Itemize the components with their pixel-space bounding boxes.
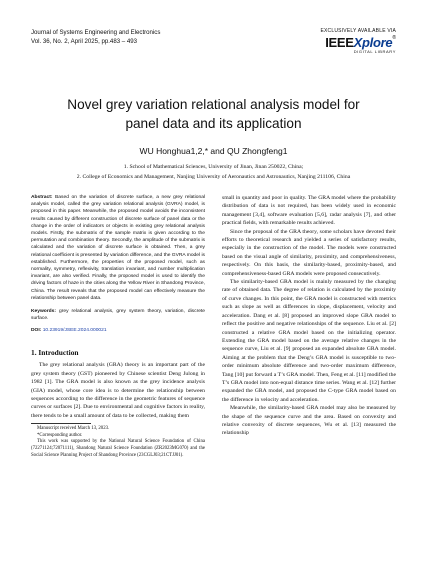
doi-link[interactable]: 10.23919/JSEE.2024.000021 bbox=[42, 328, 107, 334]
section-introduction-heading: 1. Introduction bbox=[31, 348, 79, 358]
doi bbox=[31, 328, 205, 333]
abstract-label: Abstract: bbox=[31, 195, 53, 200]
footnote-funding: This work was supported by the National Natural Science Foundation of China (72271124;72071111), Shandong Natural Science Foundation (ZR2023MG070) and the Social Science Planning Project of Shandong Province (23CGLJ03;21CTJJ01). bbox=[31, 439, 205, 458]
intro-paragraph-1: The grey relational analysis (GRA) theory is an important part of the grey system theory (GST) pioneered by Chinese scientist Deng Julong in 1982 [1]. The GRA model is also known as the grey incidence analysis (GIA) model, whose core idea is to determine the relationship between sequences according to the difference in the geometric features of sequence curves or surfaces [2]. Due to environmental and cognitive factors in reality, there tends to be a small amount of data to be collected, making them bbox=[31, 362, 205, 419]
abstract-text: Based on the variation of discrete surface, a new grey relational analysis model, called the grey variation relational analysis (GVRA) model, is proposed in this paper. Meanwhile, the proposed model avoids the inconsistent results caused by different construction of discrete surface of panel data or the change in the order of indicators or objects in existing grey relational analysis models. Firstly, the submatrix of the sample matrix is given according to the permutation and combination theory. Secondly, the amplitude of the submatrix is calculated and the variation of discrete surface is obtained. Then, a grey relational coefficient is presented by variation difference, and the GVRA model is established. Furthermore, the properties of the proposed model, such as normality, symmetry, reflexivity, translation invariant, and number multiplication invariant, are also verified. Finally, the proposed model is used to identify the driving factors of haze in the cities along the Yellow River in Shandong Province, China. The result reveals that the proposed model can effectively measure the relationship between panel data. bbox=[31, 195, 205, 301]
affiliations bbox=[0, 163, 427, 182]
logo-registered: ® bbox=[392, 35, 396, 41]
journal-name: Journal of Systems Engineering and Electronics bbox=[31, 29, 161, 36]
logo-xplore: Xplore bbox=[353, 35, 393, 50]
title-line-2: panel data and its application bbox=[125, 116, 302, 131]
footnotes bbox=[31, 426, 205, 459]
right-column bbox=[222, 194, 396, 438]
logo-ieee: IEEE bbox=[325, 35, 354, 50]
keywords-text: grey relational analysis, grey system theory, variation, discrete surface. bbox=[31, 309, 206, 322]
exclusive-label: EXCLUSIVELY AVAILABLE VIA bbox=[320, 28, 396, 34]
abstract bbox=[31, 194, 205, 302]
title-line-1: Novel grey variation relational analysis model for bbox=[67, 97, 360, 112]
footnote-corresponding: *Corresponding author. bbox=[37, 432, 83, 438]
authors: WU Honghua1,2,* and QU Zhongfeng1 bbox=[139, 146, 288, 156]
ieee-xplore-logo[interactable] bbox=[320, 35, 396, 50]
right-paragraph-2: Since the proposal of the GRA theory, some scholars have devoted their efforts to theoretical research and yielded a series of satisfactory results, especially in the construction of the model. The models were constructed based on the visual angle of similarity, proximity, and comprehensiveness, respectively. On this basis, the similarity-based, proximity-based, and comprehensiveness-based GRA models were proposed consecutively. bbox=[222, 228, 396, 277]
right-paragraph-3: The similarity-based GRA model is mainly measured by the changing rate of obtained data. The degree of relation is calculated by the proximity of curve changes. In this point, the GRA model is constructed with metrics such as slope as well as differences in slope, displacement, velocity and acceleration. Dang et al. [8] proposed an improved slope GRA model to reflect the positive and negative relationships of the sequence. Liu et al. [2] constructed a relative GRA model based on the initializing operator. Extending the GRA model based on the average relative changes in the sequence curve, Liu et al. [9] proposed an expanded absolute GRA model. Aiming at the problem that the Deng’s GRA model is susceptible to two-order minimum absolute difference and two-order maximum difference, Tang [10] put forward a T’s GRA model. Then, Feng et al. [11] modified the T’s GRA model into non-equal distance time series. Wang et al. [12] further expanded the GRA model, and proposed the C-type GRA model based on the difference in velocity and acceleration. bbox=[222, 279, 396, 403]
doi-label: DOI: bbox=[31, 328, 42, 334]
right-paragraph-1: small in quantity and poor in quality. The GRA model where the probability distribution of data is not required, has been widely used in economic management [3,4], software evaluation [5,6], radar analysis [7], and other practical fields, with remarkable results achieved. bbox=[222, 195, 396, 227]
keywords-label: Keywords: bbox=[31, 309, 57, 315]
ieee-xplore-banner[interactable] bbox=[320, 28, 396, 54]
keywords bbox=[31, 308, 205, 322]
paper-title bbox=[0, 95, 427, 133]
left-column bbox=[31, 194, 205, 459]
footnote-divider bbox=[31, 423, 91, 424]
logo-digital-library: DIGITAL LIBRARY bbox=[353, 49, 396, 54]
affiliation-1: 1. School of Mathematical Sciences, University of Jinan, Jinan 250022, China; bbox=[123, 164, 304, 170]
footnote-received: Manuscript received March 13, 2023. bbox=[37, 426, 110, 432]
journal-header bbox=[31, 28, 160, 46]
volume-info: Vol. 36, No. 2, April 2025, pp.483 – 493 bbox=[31, 38, 138, 45]
right-paragraph-4: Meanwhile, the similarity-based GRA model may also be measured by the shape of the sequence curve and the area. Based on convexity and relative convexity of discrete sequences, Wu et al. [13] measured the relationship bbox=[222, 405, 396, 437]
affiliation-2: 2. College of Economics and Management, Nanjing University of Aeronautics and Astronautics, Nanjing 211106, China bbox=[76, 173, 351, 180]
